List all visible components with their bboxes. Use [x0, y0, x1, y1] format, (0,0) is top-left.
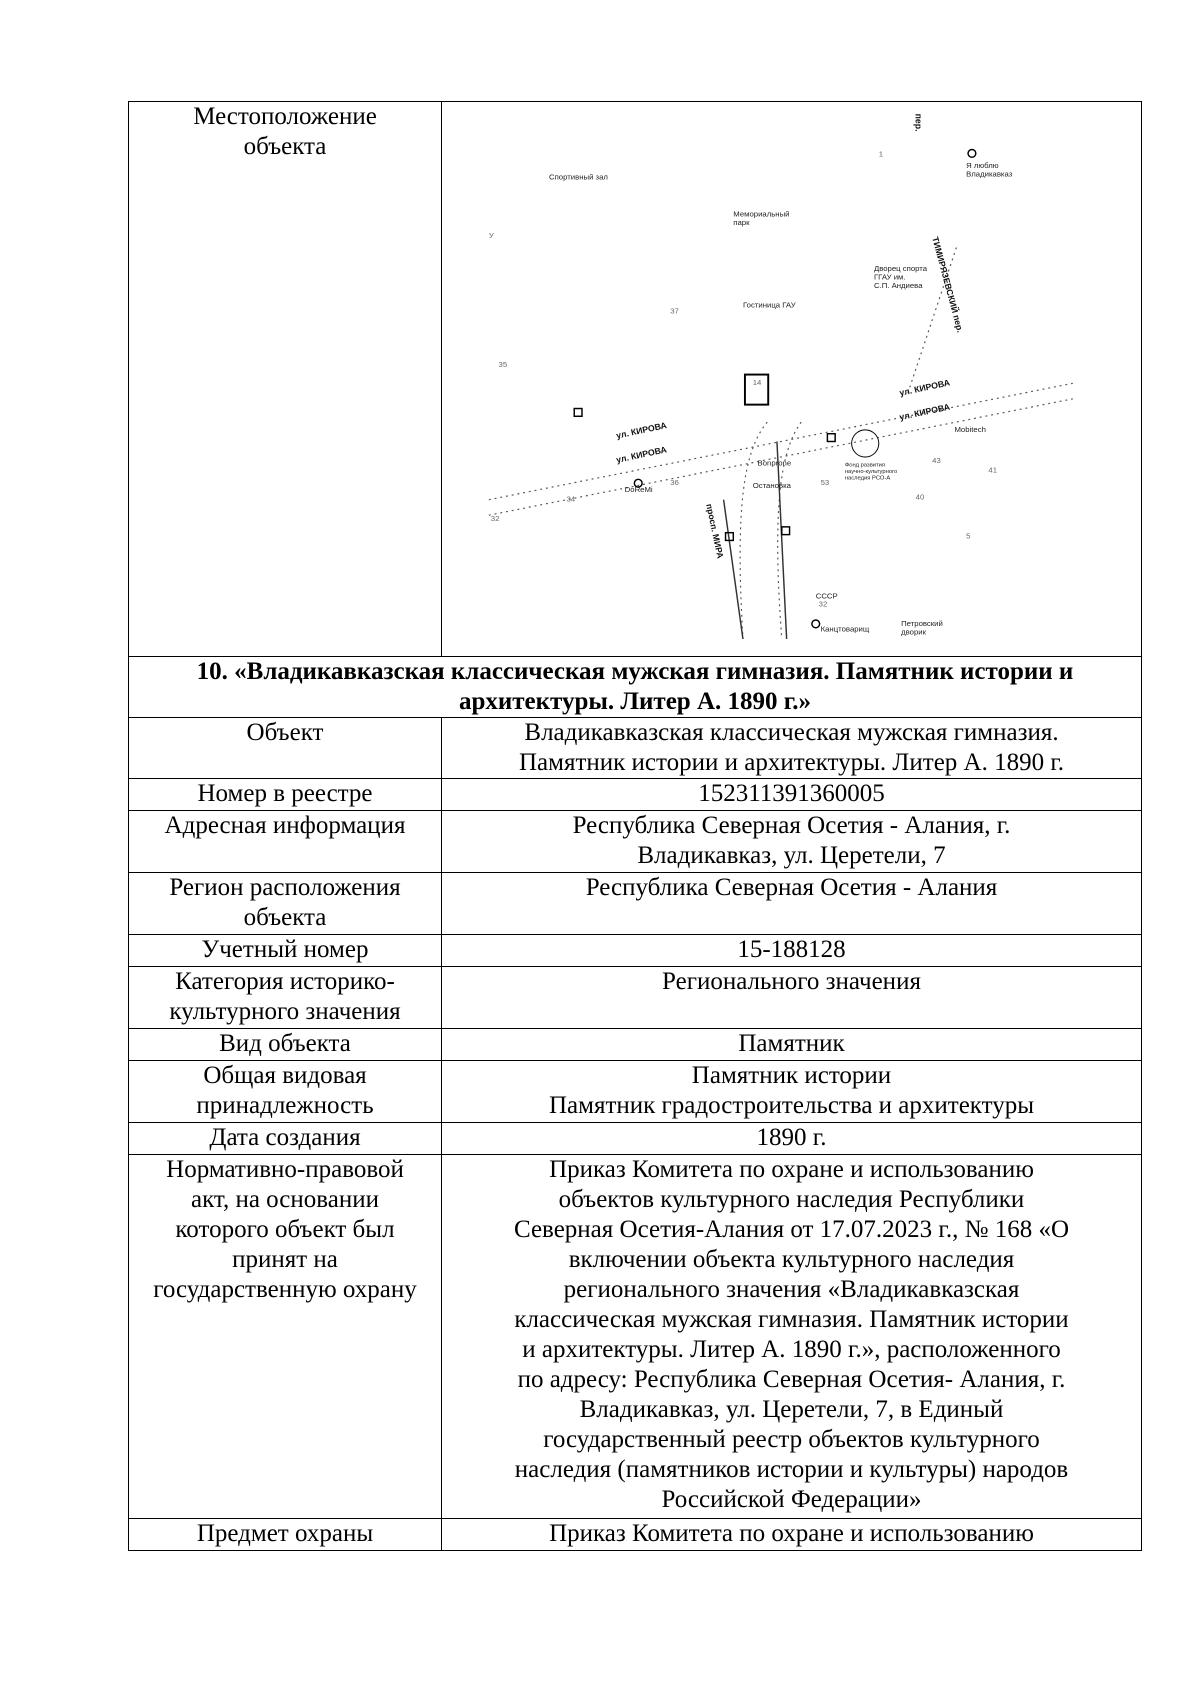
street-mira: просп. МИРА — [704, 502, 726, 560]
num-37: 37 — [670, 306, 679, 316]
row-object-type-value: Памятник — [442, 1029, 1142, 1061]
map-background — [452, 102, 1131, 639]
row-region-value: Республика Северная Осетия - Алания — [442, 873, 1142, 935]
row-affiliation-label: Общая видовая принадлежность — [129, 1061, 442, 1123]
location-label: Местоположение объекта — [129, 102, 442, 657]
poi-doremi: DoReMi — [624, 484, 653, 494]
street-kirova-4: ул. КИРОВА — [615, 444, 668, 465]
poi-ggau: Гостиница ГАУ — [743, 300, 796, 310]
poi-sssr: СССР — [815, 591, 838, 601]
row-creation-date — [129, 1123, 1142, 1155]
num-41: 41 — [988, 465, 998, 475]
row-registry-number — [129, 779, 1142, 811]
row-object-type — [129, 1029, 1142, 1061]
num-43: 43 — [932, 455, 941, 465]
row-account-number-value: 15-188128 — [442, 935, 1142, 967]
num-32b: 32 — [818, 599, 828, 609]
row-region — [129, 873, 1142, 935]
row-address-label: Адресная информация — [129, 811, 442, 873]
num-53: 53 — [820, 478, 830, 488]
row-object — [129, 718, 1142, 779]
street-kirova-2: ул. КИРОВА — [898, 401, 951, 423]
street-top: пер. — [913, 113, 924, 132]
heritage-register-table — [128, 101, 1142, 1551]
poi-bus-stop: Остановка — [752, 481, 791, 491]
row-category-label: Категория историко- культурного значения — [129, 967, 442, 1029]
row-creation-date-value: 1890 г. — [442, 1123, 1142, 1155]
num-36: 36 — [670, 478, 679, 488]
row-object-label: Объект — [129, 718, 442, 779]
location-row — [129, 102, 1142, 657]
num-34: 34 — [566, 494, 576, 504]
poi-love-vladikavkaz: Я люблю Владикавказ — [966, 160, 1013, 179]
row-address-value: Республика Северная Осетия - Алания, г. Владикавказ, ул. Церетели, 7 — [442, 811, 1142, 873]
row-object-value: Владикавказская классическая мужская гимназия. Памятник истории и архитектуры. Литер А. 1890 г. — [442, 718, 1142, 779]
num-14: 14 — [752, 378, 762, 388]
num-5: 5 — [966, 531, 971, 541]
row-address — [129, 811, 1142, 873]
row-protection-subject-label: Предмет охраны — [129, 1519, 442, 1551]
row-affiliation — [129, 1061, 1142, 1123]
section-title: 10. «Владикавказская классическая мужская гимназия. Памятник истории и архитектуры. Литер А. 1890 г.» — [129, 657, 1142, 718]
street-kirova-3: ул. КИРОВА — [615, 420, 668, 441]
row-category — [129, 967, 1142, 1029]
poi-kanctovarisch: Канцтоварищ — [820, 624, 870, 634]
location-map — [452, 102, 1131, 639]
row-legal-act-label: Нормативно-правовой акт, на основании которого объект был принят на государственную охрану — [129, 1155, 442, 1519]
poi-palace-sport: Дворец спорта ГГАУ им. С.П. Андиева — [873, 263, 928, 290]
row-object-type-label: Вид объекта — [129, 1029, 442, 1061]
poi-fund: Фонд развития научно-культурного наследия РСО-А — [844, 462, 898, 482]
row-affiliation-value: Памятник истории Памятник градостроительства и архитектуры — [442, 1061, 1142, 1123]
section-title-row — [129, 657, 1142, 718]
location-map-cell — [442, 102, 1142, 657]
row-region-label: Регион расположения объекта — [129, 873, 442, 935]
street-timiryazev: ТИМИРЯЗЕВСКИЙ пер. — [930, 235, 966, 334]
poi-bonprone: Bonprone — [757, 458, 792, 468]
num-35: 35 — [498, 359, 508, 369]
row-account-number — [129, 935, 1142, 967]
row-protection-subject-value: Приказ Комитета по охране и использованию — [442, 1519, 1142, 1551]
row-creation-date-label: Дата создания — [129, 1123, 442, 1155]
row-protection-subject — [129, 1519, 1142, 1551]
poi-petrovsky: Петровский дворик — [901, 618, 943, 637]
row-registry-number-label: Номер в реестре — [129, 779, 442, 811]
row-legal-act — [129, 1155, 1142, 1519]
street-kirova-1: ул. КИРОВА — [898, 377, 951, 398]
poi-memorial-park: Мемориальный парк — [733, 209, 790, 227]
row-account-number-label: Учетный номер — [129, 935, 442, 967]
num-32: 32 — [490, 514, 500, 524]
letter-u: У — [488, 230, 494, 240]
row-registry-number-value: 152311391360005 — [442, 779, 1142, 811]
row-legal-act-value: Приказ Комитета по охране и использованию объектов культурного наследия Республики Северная Осетия-Алания от 17.07.2023 г., № 168 «О включении объекта культурного наследия регионального значения «Владикавказская классическая мужская гимназия. Памятник истории и архитектуры. Литер А. 1890 г.», расположенного по адресу: Республика Северная Осетия- Алания, г. Владикавказ, ул. Церетели, 7, в Единый государственный реестр объектов культурного наследия (памятников истории и культуры) народов Российской Федерации» — [442, 1155, 1142, 1519]
poi-mobitech: Mobitech — [954, 424, 986, 434]
poi-sport-hall: Спортивный зал — [549, 172, 608, 182]
num-1: 1 — [878, 149, 884, 159]
row-category-value: Регионального значения — [442, 967, 1142, 1029]
num-40: 40 — [915, 492, 925, 502]
